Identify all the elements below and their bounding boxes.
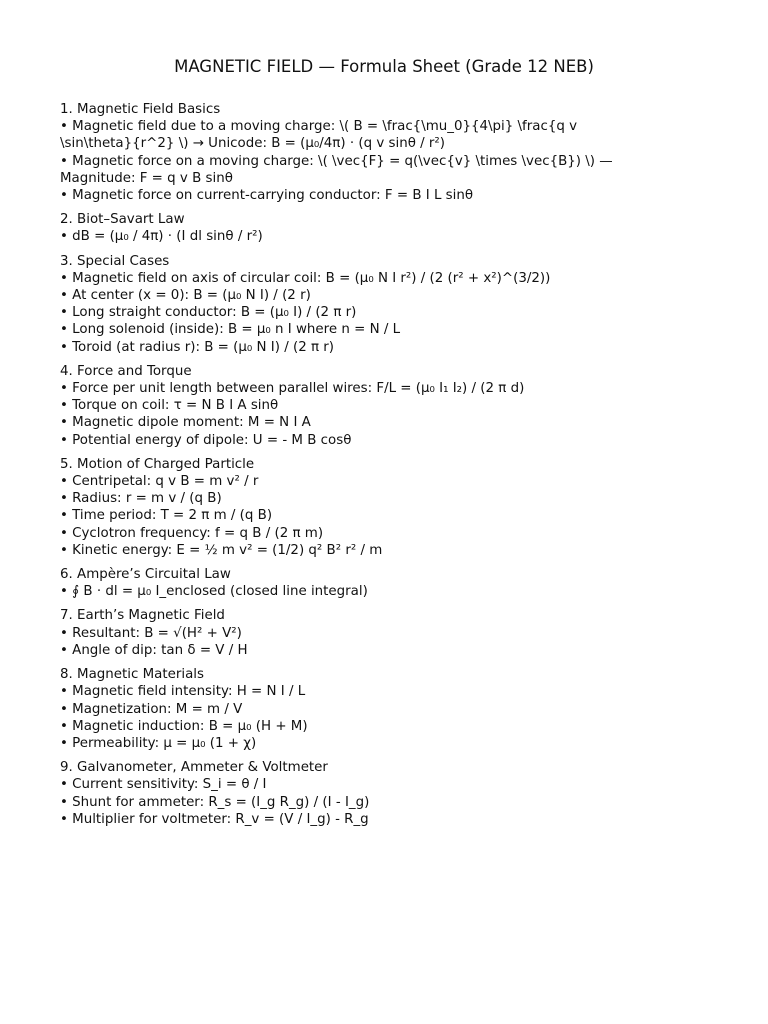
section-4: [60, 363, 680, 449]
section-heading: 6. Ampère’s Circuital Law: [60, 567, 231, 583]
section-8: [60, 666, 680, 752]
section-heading: 5. Motion of Charged Particle: [60, 456, 255, 472]
formula-line: • dB = (μ₀ / 4π) · (I dl sinθ / r²): [60, 229, 263, 245]
formula-line: • Current sensitivity: S_i = θ / I: [60, 777, 267, 793]
formula-line: • Magnetic force on a moving charge: \( \vec{F} = q(\vec{v} \times \vec{B}) \) —: [60, 153, 613, 169]
section-2: [60, 211, 680, 245]
section-heading: 3. Special Cases: [60, 253, 170, 269]
formula-line: • Force per unit length between parallel wires: F/L = (μ₀ I₁ I₂) / (2 π d): [60, 381, 525, 397]
formula-line: • Magnetic dipole moment: M = N I A: [60, 415, 311, 431]
formula-line: • Kinetic energy: E = ½ m v² = (1/2) q² B² r² / m: [60, 542, 383, 558]
formula-line: • Magnetic induction: B = μ₀ (H + M): [60, 718, 308, 734]
section-heading: 7. Earth’s Magnetic Field: [60, 608, 225, 624]
formula-line: • Magnetic field on axis of circular coil: B = (μ₀ N I r²) / (2 (r² + x²)^(3/2)): [60, 270, 551, 286]
formula-line: • Shunt for ammeter: R_s = (I_g R_g) / (I - I_g): [60, 794, 370, 810]
formula-line: • Radius: r = m v / (q B): [60, 491, 222, 507]
section-9: [60, 759, 680, 828]
section-3: [60, 253, 680, 356]
formula-line: • Magnetic field intensity: H = N I / L: [60, 684, 306, 700]
formula-line: • Time period: T = 2 π m / (q B): [60, 508, 273, 524]
section-6: [60, 566, 680, 600]
formula-line: • Long straight conductor: B = (μ₀ I) / (2 π r): [60, 305, 357, 321]
formula-line: • Long solenoid (inside): B = μ₀ n I where n = N / L: [60, 322, 401, 338]
section-heading: 9. Galvanometer, Ammeter & Voltmeter: [60, 760, 328, 776]
section-5: [60, 456, 680, 559]
formula-line: • Magnetic field due to a moving charge: \( B = \frac{\mu_0}{4\pi} \frac{q v: [60, 119, 578, 135]
page-title: MAGNETIC FIELD — Formula Sheet (Grade 12 NEB): [174, 57, 594, 76]
sections-container: [60, 101, 680, 835]
section-heading: 1. Magnetic Field Basics: [60, 102, 221, 117]
section-heading: 4. Force and Torque: [60, 363, 192, 379]
section-heading: 8. Magnetic Materials: [60, 667, 204, 683]
formula-line: \sin\theta}{r^2} \) → Unicode: B = (μ₀/4π) · (q v sinθ / r²): [60, 136, 446, 152]
section-7: [60, 607, 680, 659]
formula-line: • Magnetic force on current-carrying conductor: F = B I L sinθ: [60, 188, 474, 204]
formula-line: • Angle of dip: tan δ = V / H: [60, 642, 248, 658]
formula-line: • Torque on coil: τ = N B I A sinθ: [60, 398, 279, 414]
formula-line: • Toroid (at radius r): B = (μ₀ N I) / (2 π r): [60, 339, 335, 355]
formula-line: Magnitude: F = q v B sinθ: [60, 170, 233, 186]
section-1: [60, 101, 680, 204]
formula-line: • ∮ B · dl = μ₀ I_enclosed (closed line integral): [60, 584, 368, 600]
formula-line: • Magnetization: M = m / V: [60, 701, 243, 717]
formula-line: • Permeability: μ = μ₀ (1 + χ): [60, 735, 257, 751]
formula-line: • Potential energy of dipole: U = - M B cosθ: [60, 432, 352, 448]
formula-line: • Cyclotron frequency: f = q B / (2 π m): [60, 525, 324, 541]
formula-line: • At center (x = 0): B = (μ₀ N I) / (2 r): [60, 288, 311, 304]
section-heading: 2. Biot–Savart Law: [60, 212, 185, 228]
formula-line: • Multiplier for voltmeter: R_v = (V / I_g) - R_g: [60, 811, 369, 827]
formula-line: • Resultant: B = √(H² + V²): [60, 625, 242, 641]
formula-line: • Centripetal: q v B = m v² / r: [60, 474, 259, 490]
